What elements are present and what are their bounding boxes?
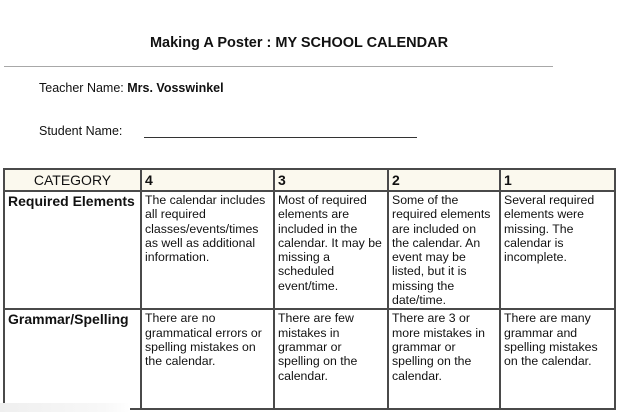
column-header-score-4: 4 (141, 169, 274, 191)
table-row (4, 309, 615, 409)
column-header-score-2: 2 (388, 169, 500, 191)
criteria-cell: There are no grammatical errors or spelling mistakes on the calendar. (141, 309, 274, 409)
criteria-cell: Several required elements were missing. The calendar is incomplete. (500, 191, 615, 309)
student-name-label: Student Name: (39, 124, 123, 138)
criteria-cell: There are many grammar and spelling mistakes on the calendar. (500, 309, 615, 409)
column-header-score-1: 1 (500, 169, 615, 191)
column-header-score-3: 3 (274, 169, 388, 191)
teacher-name-line (39, 81, 224, 95)
category-cell: Grammar/Spelling (4, 309, 141, 409)
teacher-name-value: Mrs. Vosswinkel (127, 81, 224, 95)
criteria-cell: There are 3 or more mistakes in grammar or spelling on the calendar. (388, 309, 500, 409)
category-cell: Required Elements (4, 191, 141, 309)
page-edge-shadow (0, 403, 130, 412)
criteria-cell: Some of the required elements are included on the calendar. An event may be listed, but it is missing the date/time. (388, 191, 500, 309)
table-row (4, 191, 615, 309)
rubric-header-row (4, 169, 615, 191)
rubric-table (3, 168, 616, 410)
page-title: Making A Poster : MY SCHOOL CALENDAR (149, 35, 449, 51)
title-divider (4, 66, 553, 67)
teacher-name-label: Teacher Name: (39, 81, 124, 95)
column-header-category: CATEGORY (4, 169, 141, 191)
criteria-cell: Most of required elements are included in the calendar. It may be missing a scheduled event/time. (274, 191, 388, 309)
criteria-cell: There are few mistakes in grammar or spelling on the calendar. (274, 309, 388, 409)
student-name-blank (144, 137, 417, 138)
criteria-cell: The calendar includes all required classes/events/times as well as additional information. (141, 191, 274, 309)
